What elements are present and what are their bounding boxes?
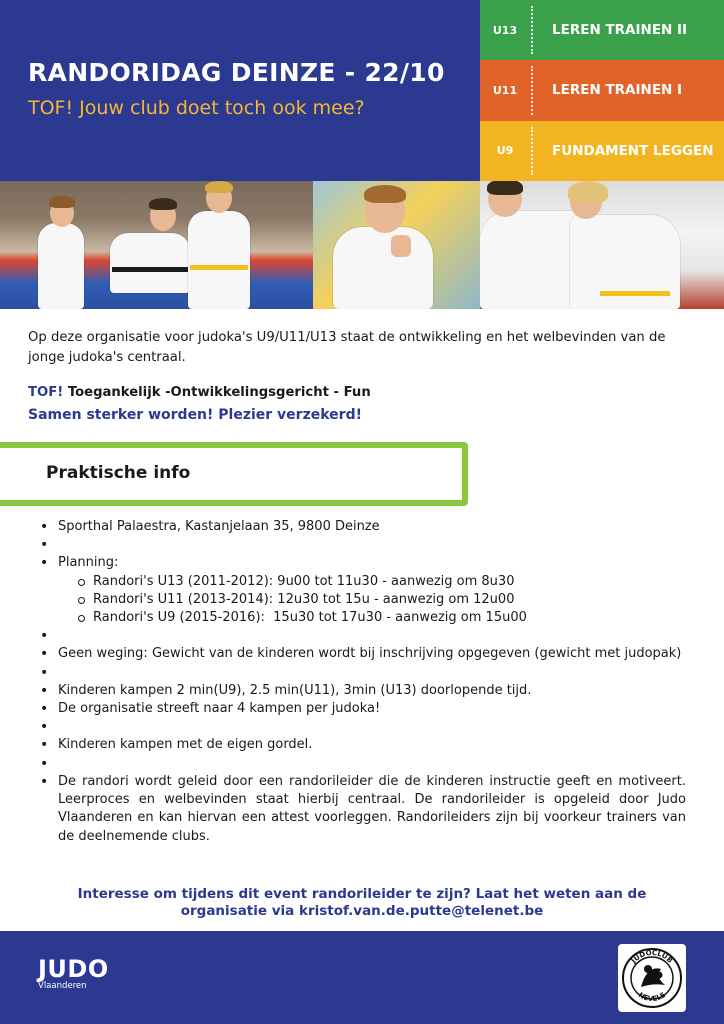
list-item-planning bbox=[38, 554, 686, 627]
level-u11 bbox=[480, 60, 724, 120]
page-title: RANDORIDAG DEINZE - 22/10 bbox=[28, 58, 445, 87]
list-item-weging: • Geen weging: Gewicht van de kinderen wordt bij inschrijving opgegeven (gewicht met judopak) bbox=[38, 645, 686, 663]
interest-call-to-action: Interesse om tijdens dit event randorileider te zijn? Laat het weten aan de organisatie via kristof.van.de.putte@telenet.be bbox=[77, 886, 647, 919]
level-code: U13 bbox=[492, 23, 518, 37]
club-name-top: JUDOCLUB bbox=[629, 948, 675, 965]
slogan: Samen sterker worden! Plezier verzekerd! bbox=[28, 407, 362, 423]
level-separator bbox=[531, 127, 533, 175]
level-u9 bbox=[480, 121, 724, 181]
list-spacer bbox=[38, 718, 686, 736]
planning-item-u9: Randori's U9 (2015-2016): 15u30 tot 17u30 - aanwezig om 15u00 bbox=[76, 609, 686, 627]
judo-logo-word: JUDO bbox=[38, 955, 109, 983]
level-list bbox=[480, 0, 724, 181]
planning-item-u11: Randori's U11 (2013-2014): 12u30 tot 15u - aanwezig om 12u00 bbox=[76, 591, 686, 609]
page-subtitle: TOF! Jouw club doet toch ook mee? bbox=[28, 97, 365, 119]
level-code: U9 bbox=[496, 144, 514, 158]
photo-judoka-group bbox=[0, 181, 313, 309]
planning-list bbox=[58, 573, 686, 628]
level-label: FUNDAMENT LEGGEN bbox=[552, 142, 714, 159]
photo-strip bbox=[0, 181, 724, 309]
tof-meaning: Toegankelijk -Ontwikkelingsgericht - Fun bbox=[63, 385, 371, 400]
list-spacer bbox=[38, 627, 686, 645]
list-item-randorileider: • De randori wordt geleid door een randorileider die de kinderen instructie geeft en motiveert. Leerproces en welbevinden staat hierbij centraal. De randorileider is opgeleid door Judo Vlaanderen en kan hiervan een attest voorleggen. Randorileiders zijn bij voorkeur trainers van de deelnemende clubs. bbox=[38, 773, 686, 846]
club-seal-icon bbox=[621, 947, 683, 1009]
judo-logo-sub: Vlaanderen bbox=[38, 981, 87, 991]
photo-judoka-thumbs-up bbox=[313, 181, 480, 309]
level-label: LEREN TRAINEN I bbox=[552, 82, 683, 99]
tof-line bbox=[28, 385, 371, 400]
list-item-location: • Sporthal Palaestra, Kastanjelaan 35, 9800 Deinze bbox=[38, 518, 686, 536]
header-banner bbox=[0, 0, 724, 181]
list-item-streeft: • De organisatie streeft naar 4 kampen per judoka! bbox=[38, 700, 686, 718]
practical-info-title: Praktische info bbox=[46, 463, 191, 483]
level-separator bbox=[531, 6, 533, 54]
practical-info-list bbox=[38, 518, 686, 846]
level-separator bbox=[531, 66, 533, 114]
level-label: LEREN TRAINEN II bbox=[552, 22, 688, 39]
photo-judoka-randori bbox=[480, 181, 724, 309]
list-spacer bbox=[38, 664, 686, 682]
planning-label: Planning: bbox=[58, 555, 119, 571]
list-item-kampen: • Kinderen kampen 2 min(U9), 2.5 min(U11), 3min (U13) doorlopende tijd. bbox=[38, 682, 686, 700]
list-spacer bbox=[38, 755, 686, 773]
list-item-gordel: • Kinderen kampen met de eigen gordel. bbox=[38, 736, 686, 754]
intro-text: Op deze organisatie voor judoka's U9/U11/U13 staat de ontwikkeling en het welbevinden van de jonge judoka's centraal. bbox=[28, 330, 666, 365]
club-name-bottom: NEVELE bbox=[636, 990, 668, 1004]
judo-vlaanderen-logo bbox=[38, 955, 109, 991]
planning-item-u13: Randori's U13 (2011-2012): 9u00 tot 11u30 - aanwezig om 8u30 bbox=[76, 573, 686, 591]
judoclub-nevele-logo bbox=[618, 944, 686, 1012]
level-code: U11 bbox=[492, 83, 518, 97]
header-title-area bbox=[0, 0, 480, 181]
level-u13 bbox=[480, 0, 724, 60]
tof-word: TOF! bbox=[28, 385, 64, 400]
list-spacer bbox=[38, 536, 686, 554]
